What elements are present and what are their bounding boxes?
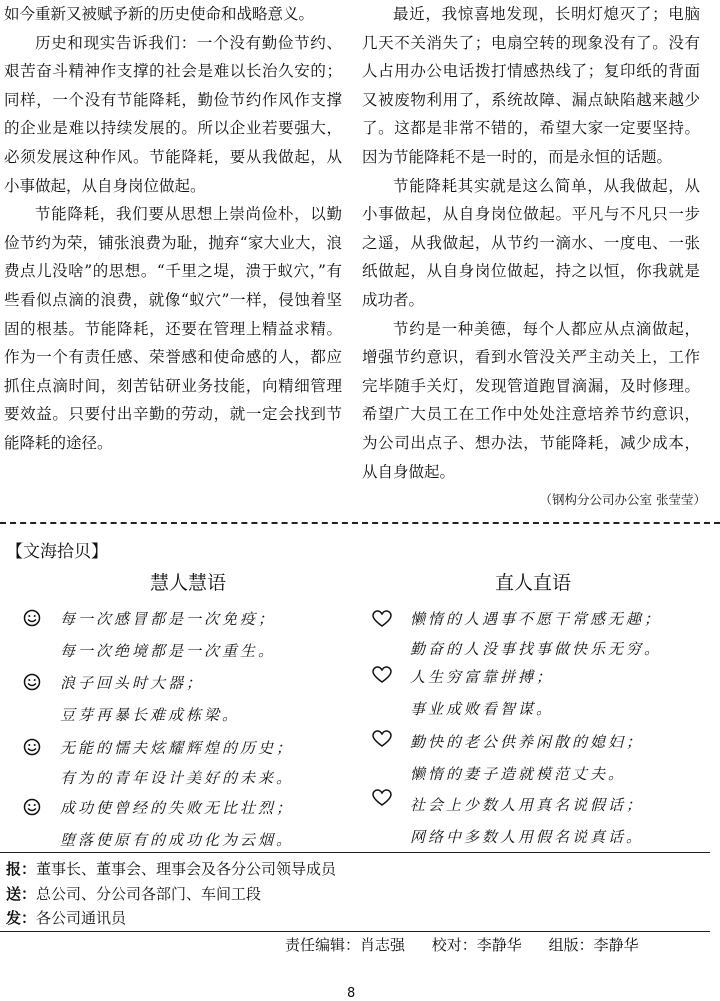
page-number: 8 xyxy=(347,986,356,1001)
distribution-row-send xyxy=(6,883,261,904)
article-paragraph: 如今重新又被赋予新的历史使命和战略意义。 xyxy=(4,5,315,23)
credit-proofread: 校对：李静华 xyxy=(431,936,522,954)
smiley-icon xyxy=(23,609,41,627)
smiley-icon xyxy=(23,673,41,691)
distribution-row-issue xyxy=(6,907,126,928)
distribution-label: 发： xyxy=(6,909,37,927)
article-paragraph: 节能降耗其实就是这么简单，从我做起，从小事做起，从自身岗位做起。平凡与不凡只一步之遥，从我做起，从节约一滴水、一度电、一张纸做起，从自身岗位做起，持之以恒，你我就是成功者。 xyxy=(362,176,700,309)
quote-line: 社会上少数人用真名说假话； xyxy=(410,796,645,814)
article-paragraph: 最近，我惊喜地发现，长明灯熄灭了；电脑几天不关消失了；电扇空转的现象没有了。没有人占用办公电话拨打情感热线了；复印纸的背面又被废物利用了，系统故障、漏点缺陷越来越少了。这都是非常不错的，希望大家一定要坚持。因为节能降耗不是一时的，而是永恒的话题。 xyxy=(362,5,700,166)
distribution-value: 董事长、董事会、理事会及各分公司领导成员 xyxy=(36,860,337,878)
quote-line: 人生穷富靠拼搏； xyxy=(410,668,555,686)
quote-line: 每一次绝境都是一次重生。 xyxy=(60,642,277,660)
smiley-icon xyxy=(23,798,41,816)
distribution-value: 总公司、分公司各部门、车间工段 xyxy=(36,885,262,903)
smiley-icon xyxy=(23,738,41,756)
quote-line: 懒惰的人遇事不愿干常感无趣； xyxy=(410,610,663,628)
heart-outline-icon xyxy=(372,730,392,748)
credit-editor: 责任编辑：肖志强 xyxy=(285,936,406,954)
quote-line: 豆芽再暴长难成栋梁。 xyxy=(60,706,241,724)
right-heading: 直人直语 xyxy=(495,572,572,594)
article-signature: （钢构分公司办公室 张莹莹） xyxy=(539,492,706,507)
quote-line: 堕落使原有的成功化为云烟。 xyxy=(60,831,295,849)
article-paragraph: 历史和现实告诉我们：一个没有勤俭节约、艰苦奋斗精神作支撑的社会是难以长治久安的；同样，一个没有节能降耗，勤俭节约作风作支撑的企业是难以持续发展的。所以企业若要强大，必须发展这种作风。节能降耗，要从我做起，从小事做起，从自身岗位做起。 xyxy=(4,33,342,195)
article-right-column xyxy=(362,0,700,486)
quote-line: 无能的懦夫炫耀辉煌的历史； xyxy=(60,739,295,757)
article-left-column xyxy=(4,0,342,458)
quote-line: 每一次感冒都是一次免疫； xyxy=(60,610,277,628)
quote-line: 网络中多数人用假名说真话。 xyxy=(410,828,645,846)
credits xyxy=(285,934,661,955)
article-paragraph: 节能降耗，我们要从思想上崇尚俭朴，以勤俭节约为荣，铺张浪费为耻，抛弃“家大业大，浪费点儿没啥”的思想。“千里之堤，溃于蚁穴，”有些看似点滴的浪费，就像“蚁穴”一样，侵蚀着坚固的根基。节能降耗，还要在管理上精益求精。作为一个有责任感、荣誉感和使命感的人，都应抓住点滴时间，刻苦钻研业务技能，向精细管理要效益。只要付出辛勤的劳动，就一定会找到节能降耗的途径。 xyxy=(4,205,342,452)
quote-line: 勤奋的人没事找事做快乐无穷。 xyxy=(410,640,663,658)
distribution-bottom-rule xyxy=(0,931,710,932)
article-paragraph: 节约是一种美德，每个人都应从点滴做起，增强节约意识，看到水管没关严主动关上，工作完毕随手关灯，发现管道跑冒滴漏，及时修理。希望广大员工在工作中处处注意培养节约意识，为公司出点子、想办法，节能降耗，减少成本，从自身做起。 xyxy=(362,319,700,481)
quote-line: 有为的青年设计美好的未来。 xyxy=(60,769,295,787)
quote-line: 事业成败看智谋。 xyxy=(410,700,555,718)
distribution-row-report xyxy=(6,858,336,879)
distribution-top-rule xyxy=(0,852,710,853)
credit-layout: 组版：李静华 xyxy=(548,936,639,954)
distribution-label: 报： xyxy=(6,860,37,878)
heart-outline-icon xyxy=(372,610,392,628)
section-divider xyxy=(0,522,720,524)
quote-line: 浪子回头时大器； xyxy=(60,674,205,692)
quote-line: 成功使曾经的失败无比壮烈； xyxy=(60,799,295,817)
section-title: 【文海拾贝】 xyxy=(6,542,108,562)
quote-line: 勤快的老公供养闲散的媳妇； xyxy=(410,733,645,751)
heart-outline-icon xyxy=(372,789,392,807)
heart-outline-icon xyxy=(372,666,392,684)
left-heading: 慧人慧语 xyxy=(150,572,227,594)
quote-line: 懒惰的妻子造就模范丈夫。 xyxy=(410,765,627,783)
distribution-label: 送： xyxy=(6,885,37,903)
distribution-value: 各公司通讯员 xyxy=(36,909,127,927)
